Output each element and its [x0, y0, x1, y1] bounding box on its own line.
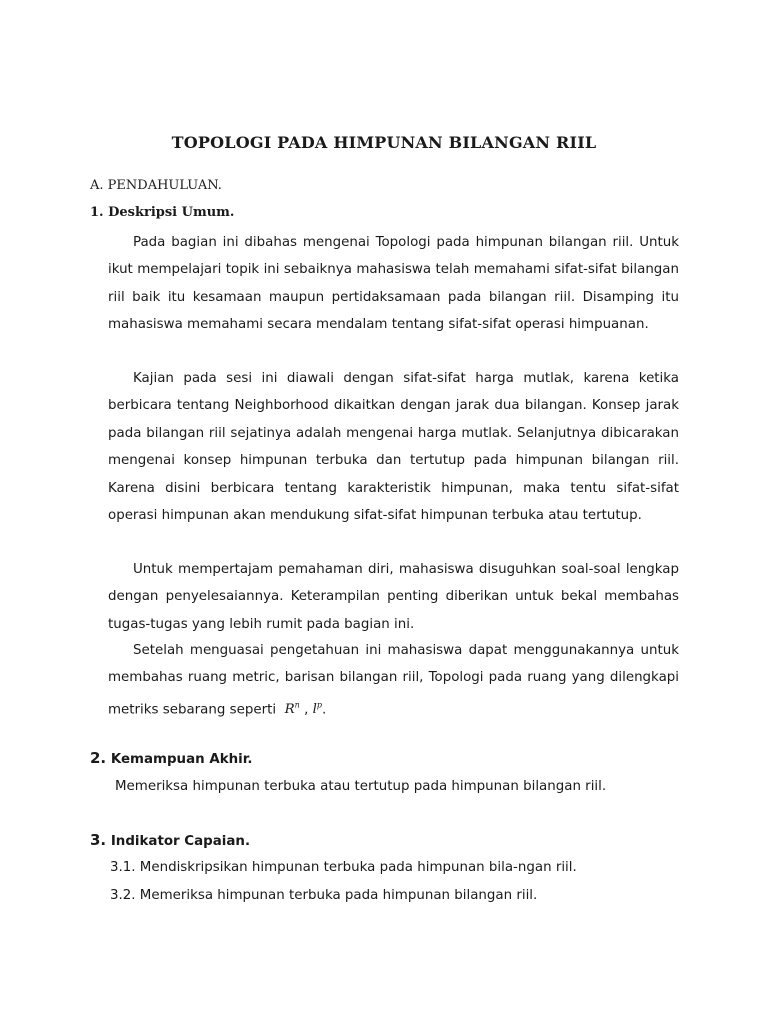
heading-kemampuan-akhir	[90, 749, 253, 767]
math-separator: ,	[299, 702, 313, 718]
math-lp-sup: p	[316, 700, 323, 710]
paragraph-3: Untuk mempertajam pemahaman diri, mahasiswa disuguhkan soal-soal lengkap dengan penyelesaiannya. Keterampilan penting diberikan untuk bekal membahas tugas-tugas yang lebih rumit pada bagian ini.	[108, 562, 679, 632]
heading-deskripsi-umum: 1. Deskripsi Umum.	[90, 205, 235, 220]
indikator-item-2: 3.2. Memeriksa himpunan terbuka pada himpunan bilangan riil.	[110, 888, 538, 903]
paragraph-4-text: Setelah menguasai pengetahuan ini mahasiswa dapat menggunakannya untuk membahas ruang metric, barisan bilangan riil, Topologi pada ruang yang dilengkapi metriks sebarang seperti	[108, 643, 679, 718]
heading-indikator-capaian	[90, 831, 250, 849]
math-rn-base: R	[284, 702, 295, 718]
heading-indikator-label: Indikator Capaian.	[110, 834, 251, 849]
paragraph-2: Kajian pada sesi ini diawali dengan sifat-sifat harga mutlak, karena ketika berbicara tentang Neighborhood dikaitkan dengan jarak dua bilangan. Konsep jarak pada bilangan riil sejatinya adalah mengenai harga mutlak. Selanjutnya dibicarakan mengenai konsep himpunan terbuka dan tertutup pada himpunan bilangan riil. Karena disini berbicara tentang karakteristik himpunan, maka tentu sifat-sifat operasi himpunan akan mendukung sifat-sifat himpunan terbuka atau tertutup.	[108, 371, 679, 524]
indikator-item-1: 3.1. Mendiskripsikan himpunan terbuka pada himpunan bila-ngan riil.	[110, 860, 577, 875]
math-lp	[313, 702, 322, 717]
math-end: .	[322, 702, 327, 718]
paragraph-1: Pada bagian ini dibahas mengenai Topologi pada himpunan bilangan riil. Untuk ikut mempelajari topik ini sebaiknya mahasiswa telah memahami sifat-sifat bilangan riil baik itu kesamaan maupun pertidaksamaan pada bilangan riil. Disamping itu mahasiswa memahami secara mendalam tentang sifat-sifat operasi himpuanan.	[108, 235, 679, 333]
section-heading-pendahuluan: A. PENDAHULUAN.	[90, 178, 222, 193]
heading-indikator-number: 3.	[90, 831, 107, 849]
paragraph-4	[108, 637, 679, 724]
kemampuan-akhir-text: Memeriksa himpunan terbuka atau tertutup pada himpunan bilangan riil.	[115, 779, 607, 794]
heading-kemampuan-number: 2.	[90, 749, 107, 767]
math-rn-sup: n	[294, 700, 300, 710]
heading-kemampuan-label: Kemampuan Akhir.	[110, 752, 253, 767]
math-lp-base: l	[312, 702, 317, 718]
math-rn	[285, 702, 300, 717]
document-title: TOPOLOGI PADA HIMPUNAN BILANGAN RIIL	[171, 133, 597, 152]
